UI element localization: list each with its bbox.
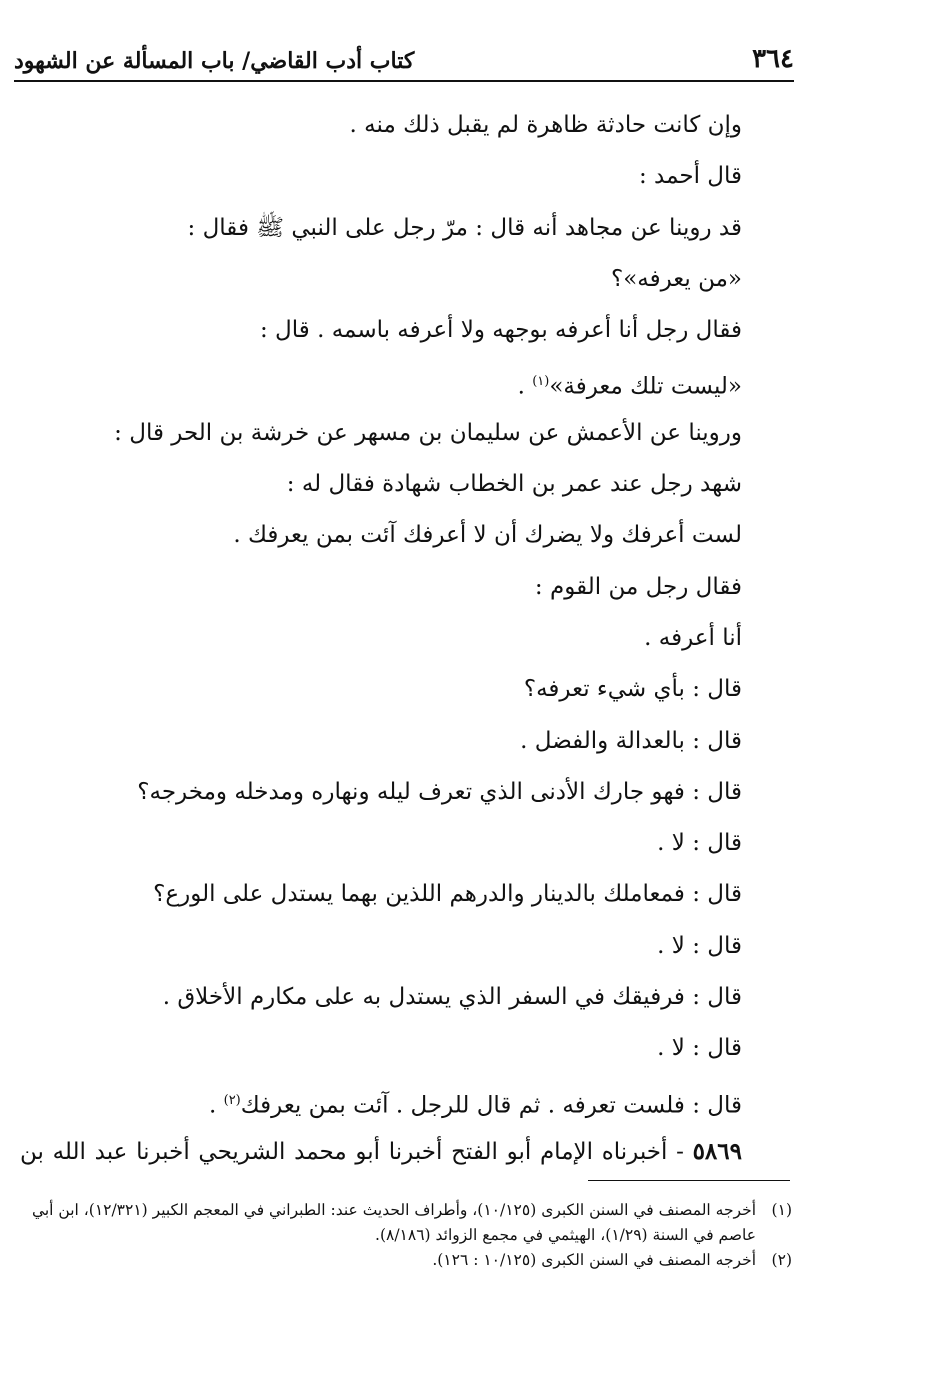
text-line: وروينا عن الأعمش عن سليمان بن مسهر عن خرشة بن الحر قال :	[114, 419, 742, 446]
text-line: قال أحمد :	[638, 163, 742, 190]
text-line	[20, 1075, 742, 1126]
text-line: قال : بالعدالة والفضل .	[520, 727, 742, 754]
hadith-line	[20, 1126, 742, 1177]
line-tail: .	[208, 1092, 224, 1119]
footnotes	[20, 1198, 792, 1273]
footnote-2	[20, 1248, 792, 1273]
footnote-number: (١)	[771, 1201, 792, 1219]
text-line	[20, 356, 742, 407]
quote-text: قال : فلست تعرفه . ثم قال للرجل . آئت بمن يعرفك	[240, 1092, 742, 1119]
text-line: قال : بأي شيء تعرفه؟	[523, 676, 742, 703]
main-text	[20, 100, 742, 1177]
hadith-text: - أخبرناه الإمام أبو الفتح أخبرنا أبو محمد الشريحي أخبرنا عبد الله بن	[20, 1138, 693, 1165]
text-line: أنا أعرفه .	[644, 624, 742, 651]
hadith-number: ٥٨٦٩	[692, 1137, 742, 1165]
page-number: ٣٦٤	[752, 44, 794, 74]
text-line: قال : لا .	[657, 830, 742, 857]
text-line: شهد رجل عند عمر بن الخطاب شهادة فقال له :	[286, 471, 742, 498]
text-line: فقال رجل أنا أعرفه بوجهه ولا أعرفه باسمه . قال :	[259, 317, 742, 344]
footnote-text: أخرجه المصنف في السنن الكبرى (١٠/١٢٥)، وأطراف الحديث عند: الطبراني في المعجم الكبير (١٢/٣٢١)، ابن أبي عاصم في السنة (١/٢٩)، الهيثمي في مجمع الزوائد (٨/١٨٦).	[31, 1201, 756, 1244]
footnote-divider	[588, 1180, 790, 1181]
text-line: قال : لا .	[657, 1035, 742, 1062]
page-header	[14, 38, 794, 82]
text-line: قال : لا .	[657, 932, 742, 959]
running-title: كتاب أدب القاضي/ باب المسألة عن الشهود	[14, 48, 415, 74]
footnote-ref-2[interactable]: (٢)	[223, 1092, 241, 1108]
quote-text: «ليست تلك معرفة»	[549, 374, 742, 401]
text-line: قد روينا عن مجاهد أنه قال : مرّ رجل على النبي ﷺ فقال :	[187, 214, 742, 241]
text-line: قال : فهو جارك الأدنى الذي تعرف ليله ونهاره ومدخله ومخرجه؟	[137, 778, 742, 805]
footnote-number: (٢)	[771, 1251, 792, 1269]
text-line: فقال رجل من القوم :	[534, 573, 742, 600]
text-line: وإن كانت حادثة ظاهرة لم يقبل ذلك منه .	[349, 112, 742, 138]
footnote-1	[20, 1198, 792, 1248]
text-line: قال : فرفيقك في السفر الذي يستدل به على مكارم الأخلاق .	[162, 984, 742, 1011]
line-tail: .	[517, 374, 533, 401]
footnote-ref-1[interactable]: (١)	[532, 374, 550, 390]
text-line: «من يعرفه»؟	[610, 265, 742, 292]
text-line: لست أعرفك ولا يضرك أن لا أعرفك آئت بمن يعرفك .	[233, 522, 742, 549]
footnote-text: أخرجه المصنف في السنن الكبرى (١٠/١٢٥ : ١٢٦).	[432, 1251, 756, 1269]
text-line: قال : فمعاملك بالدينار والدرهم اللذين بهما يستدل على الورع؟	[153, 881, 742, 908]
